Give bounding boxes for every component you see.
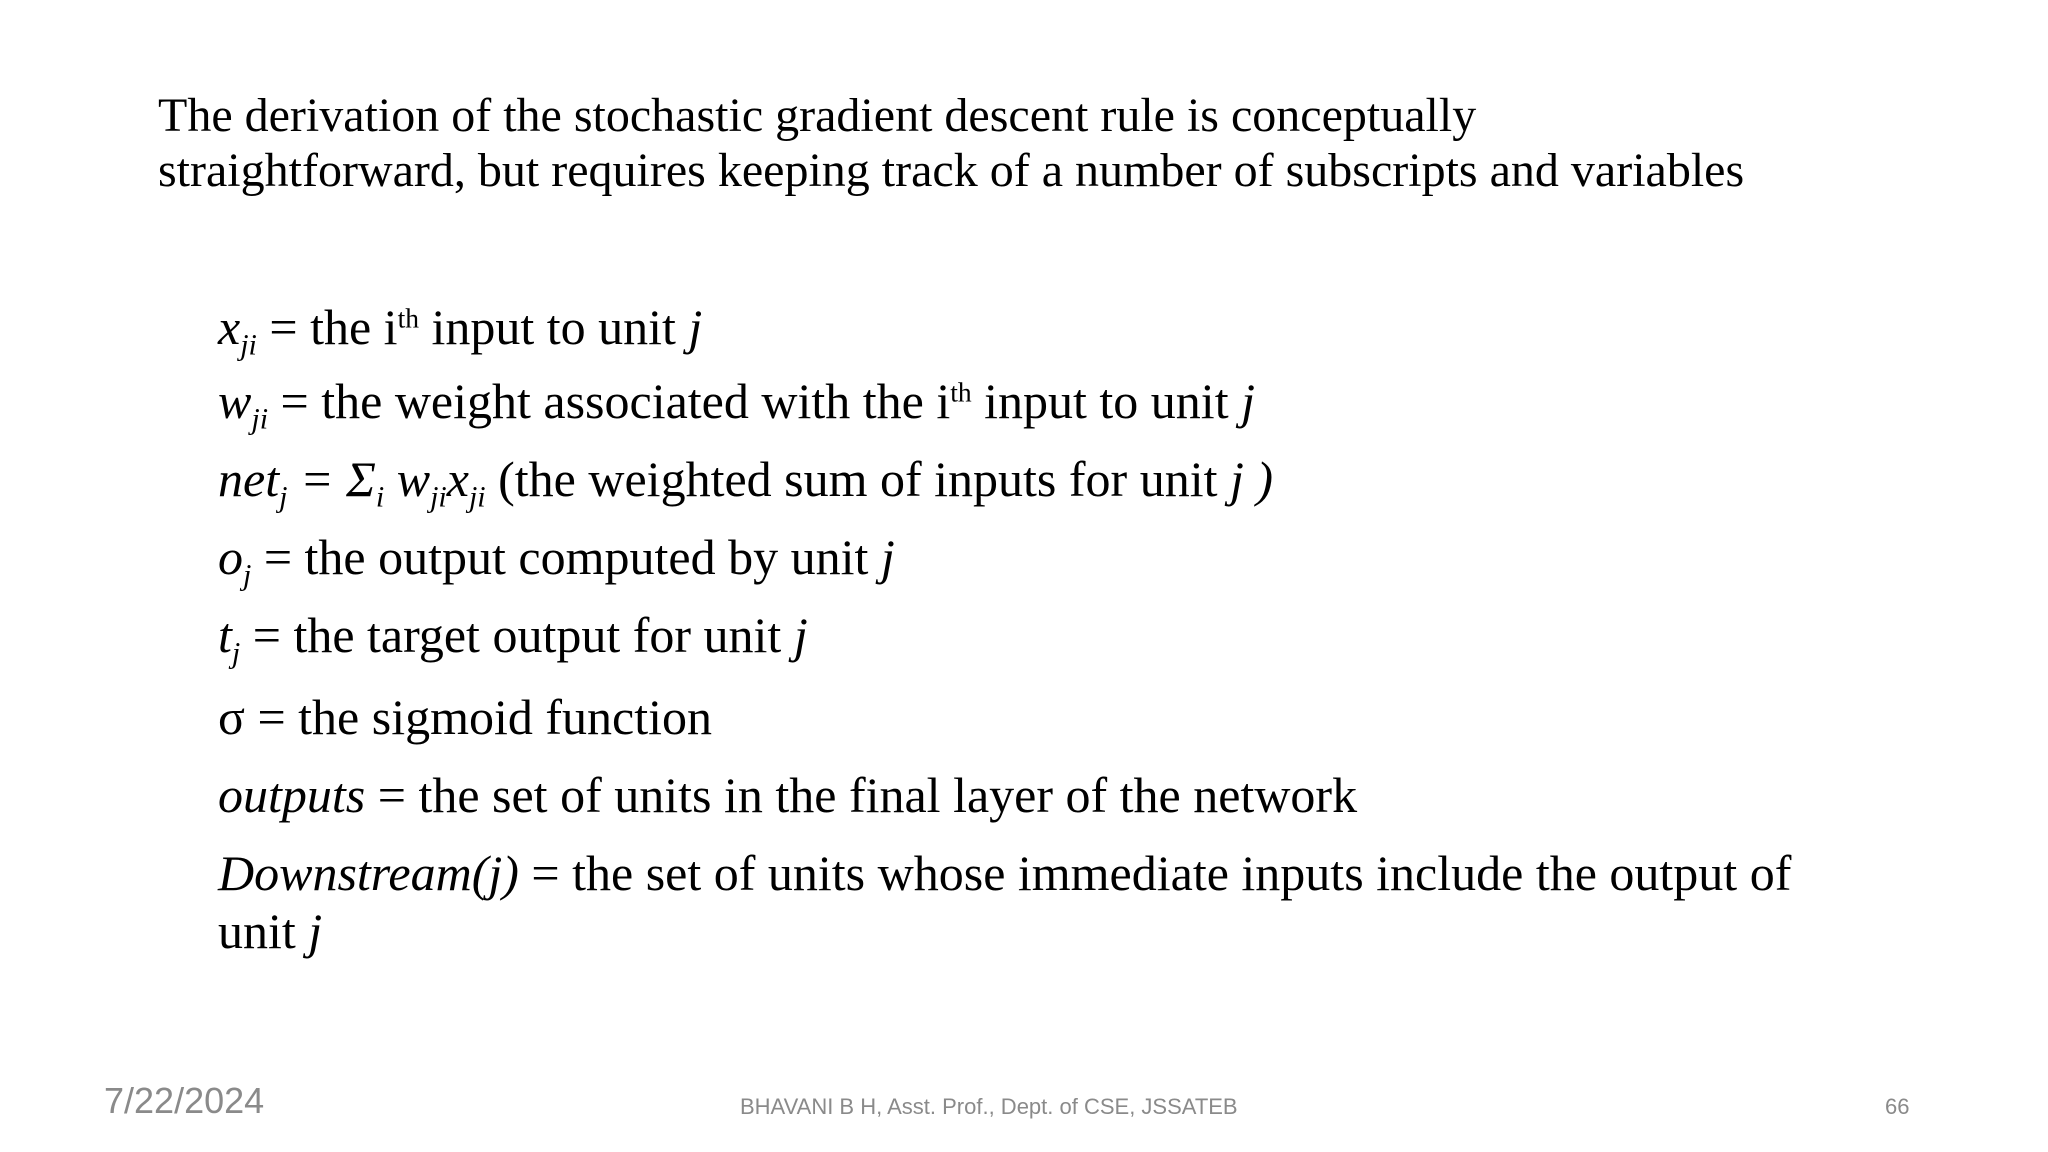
intro-line-2: straightforward, but requires keeping track of a number of subscripts and variables (158, 144, 1745, 197)
definition-x: $x_{ji}$ = the $i^{th}$ input to unit j (218, 299, 703, 362)
definition-t: $t_j$ = the target output for unit j (218, 607, 808, 670)
definition-outputs: outputs = the set of units in the final layer of the network (218, 767, 1358, 823)
definition-net: $net_j = \Sigma_i$ $w_{ji}x_{ji}$ (the weighted sum of inputs for unit j ) (218, 451, 1274, 514)
definition-sigma: σ = the sigmoid function (218, 689, 712, 745)
definition-downstream: Downstream(j) = the set of units whose immediate inputs include the output of unit j (218, 845, 1792, 959)
footer-author: BHAVANI B H, Asst. Prof., Dept. of CSE, JSSATEB (740, 1094, 1238, 1119)
footer-date: 7/22/2024 (104, 1080, 265, 1121)
footer-page-number: 66 (1885, 1094, 1910, 1119)
intro-line-1: The derivation of the stochastic gradient descent rule is conceptually (158, 89, 1477, 142)
definition-w: $w_{ji}$ = the weight associated with the $i^{th}$ input to unit j (218, 373, 1255, 436)
intro-paragraph (158, 88, 1958, 198)
definition-o: $o_j$ = the output computed by unit j (218, 529, 895, 592)
